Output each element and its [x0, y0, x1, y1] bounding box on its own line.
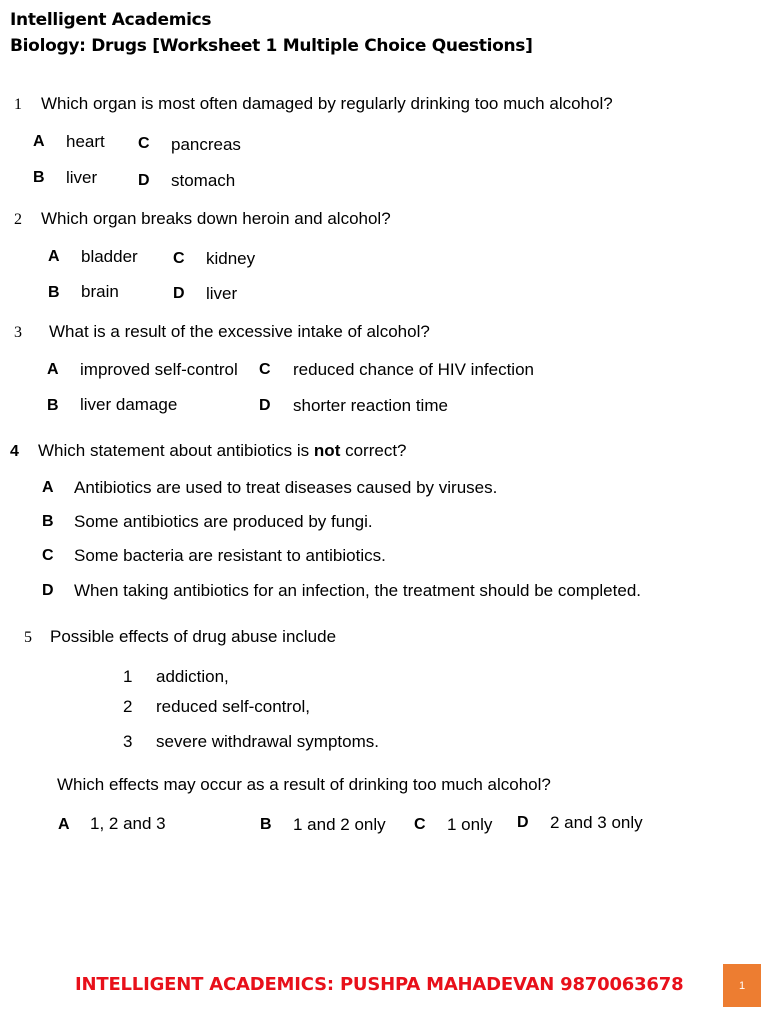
option-text: kidney	[206, 249, 256, 268]
option-letter: D	[517, 814, 529, 831]
option-letter: C	[173, 250, 185, 267]
option-letter: D	[259, 397, 271, 414]
effect-text: addiction,	[156, 667, 229, 686]
option-letter: A	[58, 816, 70, 833]
option-text: 1 and 2 only	[293, 815, 386, 834]
question-text: Which statement about antibiotics is not correct?	[38, 441, 407, 460]
worksheet-title: Biology: Drugs [Worksheet 1 Multiple Choice Questions]	[10, 36, 533, 56]
option-text: 2 and 3 only	[550, 813, 643, 832]
option-letter: C	[414, 816, 426, 833]
question-number: 2	[14, 211, 22, 228]
option-text: stomach	[171, 171, 236, 190]
option-letter: A	[48, 248, 60, 265]
option-text: 1, 2 and 3	[90, 814, 166, 833]
effect-number: 2	[123, 697, 133, 716]
option-text: Some bacteria are resistant to antibiotics.	[74, 546, 386, 565]
option-letter: B	[42, 513, 54, 530]
question-text: Which organ is most often damaged by regularly drinking too much alcohol?	[41, 94, 613, 113]
question-number: 1	[14, 96, 22, 113]
option-letter: A	[33, 133, 45, 150]
question-text: What is a result of the excessive intake of alcohol?	[49, 322, 430, 341]
option-text: brain	[81, 282, 119, 301]
option-letter: D	[138, 172, 150, 189]
effect-text: reduced self-control,	[156, 697, 311, 716]
option-text: liver damage	[80, 395, 178, 414]
question-text: Which organ breaks down heroin and alcohol?	[41, 209, 391, 228]
option-letter: B	[33, 169, 45, 186]
option-letter: C	[138, 135, 150, 152]
option-text: bladder	[81, 247, 138, 266]
option-text: When taking antibiotics for an infection, the treatment should be completed.	[74, 581, 641, 600]
option-letter: A	[47, 361, 59, 378]
question-number: 5	[24, 629, 32, 646]
effect-text: severe withdrawal symptoms.	[156, 732, 379, 751]
sub-question-text: Which effects may occur as a result of drinking too much alcohol?	[57, 775, 551, 794]
option-text: pancreas	[171, 135, 241, 154]
option-text: Antibiotics are used to treat diseases caused by viruses.	[74, 478, 498, 497]
option-text: reduced chance of HIV infection	[293, 360, 534, 379]
question-text: Possible effects of drug abuse include	[50, 627, 337, 646]
question-number: 3	[14, 324, 22, 341]
option-letter: A	[42, 479, 54, 496]
option-letter: D	[42, 582, 54, 599]
option-letter: C	[42, 547, 54, 564]
option-text: liver	[66, 168, 98, 187]
option-letter: D	[173, 285, 185, 302]
option-letter: B	[260, 816, 272, 833]
page-number-badge: 1	[723, 964, 761, 1007]
footer-text: INTELLIGENT ACADEMICS: PUSHPA MAHADEVAN 9870063678	[75, 974, 684, 995]
option-text: 1 only	[447, 815, 493, 834]
option-text: Some antibiotics are produced by fungi.	[74, 512, 373, 531]
option-letter: B	[48, 284, 60, 301]
option-text: heart	[66, 132, 105, 151]
option-letter: B	[47, 397, 59, 414]
option-letter: C	[259, 361, 271, 378]
effect-number: 1	[123, 667, 133, 686]
question-number: 4	[10, 443, 19, 460]
option-text: shorter reaction time	[293, 396, 448, 415]
header-title: Intelligent Academics	[10, 10, 212, 30]
effect-number: 3	[123, 732, 133, 751]
option-text: liver	[206, 284, 238, 303]
option-text: improved self-control	[80, 360, 238, 379]
